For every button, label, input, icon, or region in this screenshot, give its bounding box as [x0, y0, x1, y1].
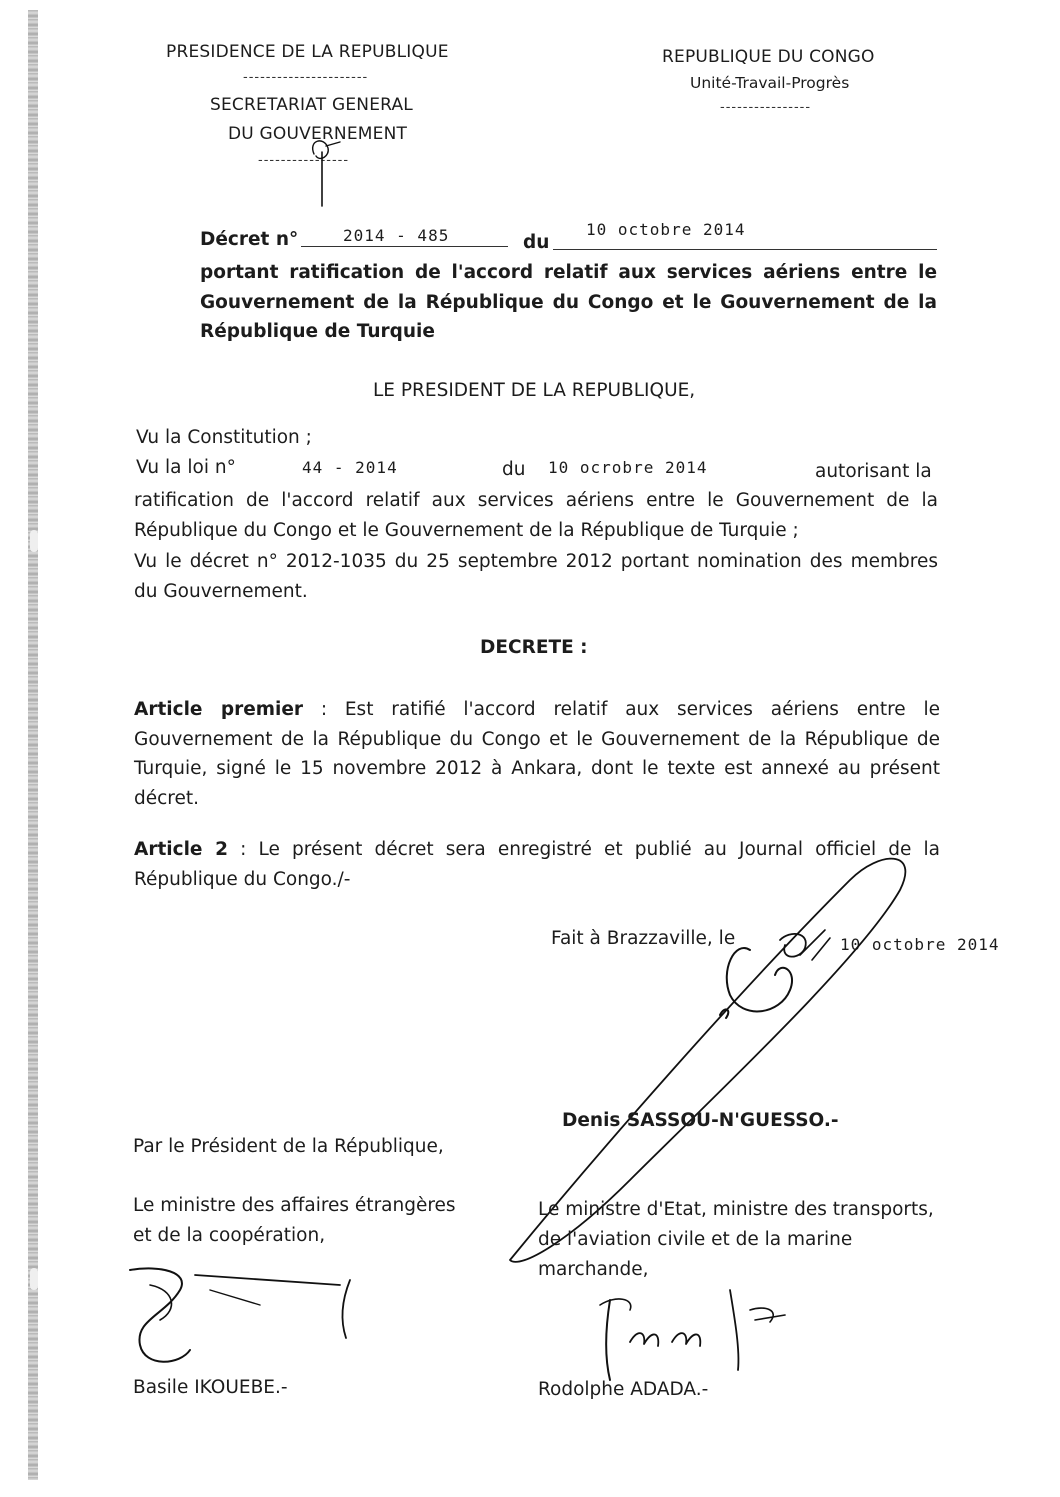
punch-hole [30, 1268, 38, 1290]
article-1-label: Article premier [134, 699, 304, 720]
header-gouvernement: DU GOUVERNEMENT [228, 124, 408, 144]
visa-loi-number: 44 - 2014 [302, 458, 398, 477]
decree-label: Décret n° [200, 229, 299, 250]
article-2-text: : Le présent décret sera enregistré et publié au Journal officiel de la République du Congo./- [134, 839, 940, 890]
minister-right-name: Rodolphe ADADA.- [538, 1379, 709, 1400]
decree-number-line [301, 246, 508, 247]
header-presidence: PRESIDENCE DE LA REPUBLIQUE [166, 42, 449, 62]
minister-right-title-1: Le ministre d'Etat, ministre des transports, [538, 1199, 934, 1220]
header-motto: Unité-Travail-Progrès [690, 74, 850, 92]
article-1 [134, 695, 940, 813]
decree-title: portant ratification de l'accord relatif aux services aériens entre le Gouvernement de la République du Congo et le Gouvernement de la République de Turquie [200, 262, 937, 342]
visa-loi-label: Vu la loi n° [136, 457, 236, 478]
article-1-text: : Est ratifié l'accord relatif aux services aériens entre le Gouvernement de la République du Congo et le Gouvernement de la République de Turquie, signé le 15 novembre 2012 à Ankara, dont le texte est annexé au présent décret. [134, 699, 941, 809]
fait-a: Fait à Brazzaville, le [551, 928, 736, 949]
article-2-label: Article 2 [134, 839, 229, 860]
header-republique: REPUBLIQUE DU CONGO [662, 47, 875, 67]
minister-left-title-1: Le ministre des affaires étrangères [133, 1195, 456, 1216]
par-le-president: Par le Président de la République, [133, 1136, 444, 1157]
minister-right-title-2: de l'aviation civile et de la marine [538, 1229, 853, 1250]
decrete-heading: DECRETE : [480, 637, 588, 658]
scan-edge-shadow [28, 10, 38, 1480]
visa-decret: Vu le décret n° 2012-1035 du 25 septembre 2012 portant nomination des membres du Gouvernement. [134, 551, 938, 602]
punch-hole [30, 530, 38, 552]
header-left-dashes-2: ---------------- [258, 153, 350, 168]
minister-left-name: Basile IKOUEBE.- [133, 1377, 288, 1398]
fait-date: 10 octobre 2014 [840, 935, 1000, 954]
decree-date: 10 octobre 2014 [586, 220, 746, 239]
initials-mark [300, 132, 350, 212]
visa-loi-date: 10 ocrobre 2014 [548, 458, 708, 477]
visa-loi-du: du [502, 459, 526, 480]
minister-left-signature [120, 1260, 380, 1380]
visa-loi-autorisant: autorisant la [815, 461, 932, 482]
header-secretariat: SECRETARIAT GENERAL [210, 95, 413, 115]
visa-constitution: Vu la Constitution ; [136, 427, 312, 448]
minister-left-title-2: et de la coopération, [133, 1225, 326, 1246]
visa-loi-text: ratification de l'accord relatif aux services aériens entre le Gouvernement de la République du Congo et le Gouvernement de la République de Turquie ; [134, 490, 938, 541]
header-right-dashes: ---------------- [720, 100, 812, 115]
president-name: Denis SASSOU-N'GUESSO.- [562, 1110, 839, 1131]
decree-number: 2014 - 485 [343, 226, 450, 245]
president-heading: LE PRESIDENT DE LA REPUBLIQUE, [373, 380, 696, 401]
minister-right-title-3: marchande, [538, 1259, 649, 1280]
header-left-dashes: ---------------------- [243, 70, 369, 85]
decree-du: du [523, 232, 550, 253]
decree-date-line [553, 249, 937, 250]
